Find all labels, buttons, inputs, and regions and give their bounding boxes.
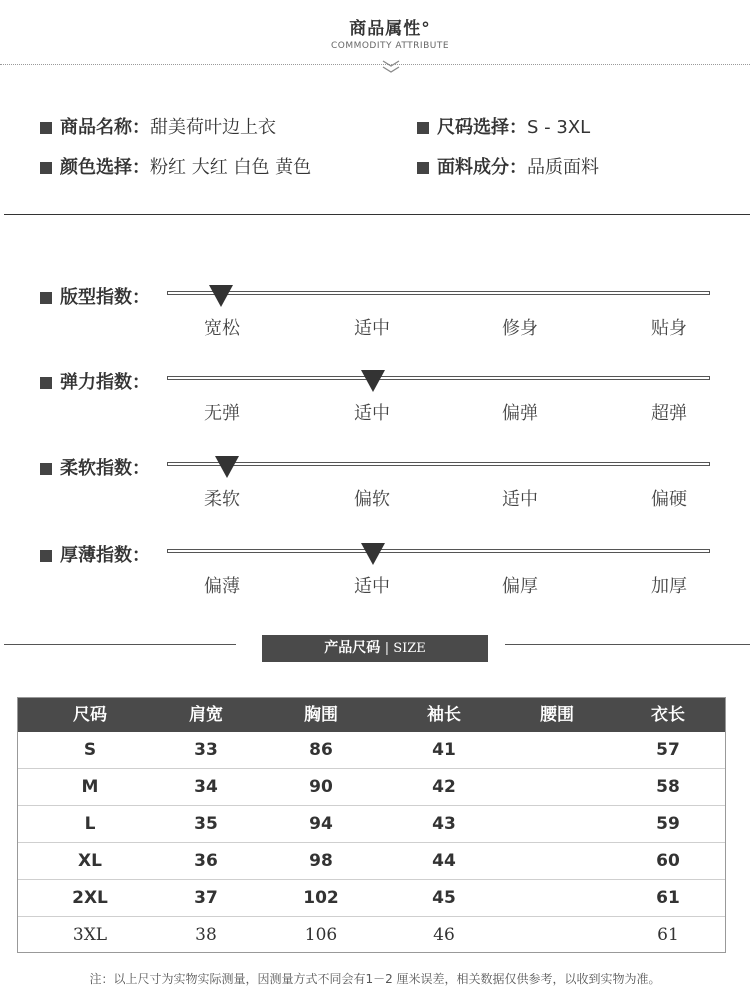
- bullet-square-icon: [40, 292, 52, 304]
- table-row: [18, 732, 725, 769]
- index-option: 偏软: [354, 489, 390, 510]
- index-option: 适中: [502, 489, 538, 510]
- bullet-square-icon: [40, 377, 52, 389]
- table-cell: 34: [194, 777, 218, 797]
- table-cell: 42: [432, 777, 456, 797]
- page-title: 商品属性°: [349, 19, 431, 39]
- table-header-cell: 腰围: [540, 705, 574, 725]
- attr-color: [40, 156, 311, 180]
- index-track: [167, 376, 710, 380]
- table-cell: M: [81, 777, 99, 797]
- table-row: [18, 917, 725, 954]
- attr-value: 甜美荷叶边上衣: [150, 117, 276, 138]
- attr-size: [417, 116, 590, 140]
- index-option: 偏薄: [204, 576, 240, 597]
- index-option: 加厚: [651, 576, 687, 597]
- size-banner-title: 产品尺码: [324, 640, 381, 656]
- attr-key: 面料成分：: [437, 157, 527, 178]
- index-option: 修身: [502, 318, 538, 339]
- table-header-cell: 胸围: [304, 705, 338, 725]
- index-option: 适中: [354, 403, 390, 424]
- table-cell: 43: [432, 814, 456, 834]
- table-cell: 37: [194, 888, 218, 908]
- index-label: [40, 371, 150, 395]
- table-cell: 57: [656, 740, 680, 760]
- table-cell: 58: [656, 777, 680, 797]
- index-marker-icon: [209, 285, 233, 307]
- index-option: 柔软: [204, 489, 240, 510]
- attr-key: 尺码选择：: [437, 117, 527, 138]
- table-cell: L: [84, 814, 96, 834]
- attr-product-name: [40, 116, 276, 140]
- index-marker-icon: [215, 456, 239, 478]
- index-marker-icon: [361, 370, 385, 392]
- table-cell: 61: [656, 888, 680, 908]
- table-cell: 2XL: [72, 888, 108, 908]
- attr-value: 品质面料: [527, 157, 599, 178]
- table-cell: 41: [432, 740, 456, 760]
- attr-value: 粉红 大红 白色 黄色: [150, 157, 312, 178]
- dotted-divider: [0, 64, 750, 65]
- table-cell: 60: [656, 851, 680, 871]
- table-cell: 98: [309, 851, 333, 871]
- table-cell: 33: [194, 740, 218, 760]
- index-option: 偏硬: [651, 489, 687, 510]
- page-subtitle: COMMODITY ATTRIBUTE: [330, 41, 450, 51]
- bullet-square-icon: [417, 122, 429, 134]
- index-option: 贴身: [651, 318, 687, 339]
- attr-key: 颜色选择：: [60, 157, 150, 178]
- banner-line-right: [505, 644, 750, 645]
- bullet-square-icon: [40, 463, 52, 475]
- index-option: 偏弹: [502, 403, 538, 424]
- footnote: 注：以上尺寸为实物实际测量，因测量方式不同会有1－2 厘米误差，相关数据仅供参考，以收到实物为准。: [89, 972, 661, 986]
- table-cell: 45: [432, 888, 456, 908]
- table-cell: 46: [433, 925, 455, 945]
- table-cell: 59: [656, 814, 680, 834]
- index-option: 偏厚: [502, 576, 538, 597]
- table-row: [18, 843, 725, 880]
- index-label: [40, 457, 150, 481]
- attr-key: 商品名称：: [60, 117, 150, 138]
- size-banner-en: | SIZE: [384, 641, 426, 656]
- attr-fabric: [417, 156, 599, 180]
- index-label-text: 柔软指数：: [60, 458, 150, 479]
- table-header-cell: 肩宽: [189, 705, 223, 725]
- bullet-square-icon: [417, 162, 429, 174]
- chevron-down-icon: [381, 60, 401, 74]
- index-track: [167, 462, 710, 466]
- index-marker-icon: [361, 543, 385, 565]
- index-label-text: 版型指数：: [60, 287, 150, 308]
- bullet-square-icon: [40, 550, 52, 562]
- table-cell: 106: [304, 925, 338, 945]
- table-cell: 102: [303, 888, 339, 908]
- index-option: 宽松: [204, 318, 240, 339]
- table-cell: XL: [78, 851, 102, 871]
- banner-line-left: [4, 644, 236, 645]
- index-option: 适中: [354, 318, 390, 339]
- table-cell: S: [83, 740, 97, 760]
- index-track: [167, 549, 710, 553]
- size-banner: [262, 635, 488, 662]
- table-cell: 90: [309, 777, 333, 797]
- table-row: [18, 769, 725, 806]
- table-cell: 36: [194, 851, 218, 871]
- size-table: [17, 697, 726, 953]
- index-label: [40, 544, 150, 568]
- table-cell: 94: [309, 814, 333, 834]
- table-header-cell: 尺码: [73, 705, 107, 725]
- table-row: [18, 806, 725, 843]
- index-label-text: 厚薄指数：: [60, 545, 150, 566]
- bullet-square-icon: [40, 122, 52, 134]
- table-header-cell: 袖长: [427, 705, 461, 725]
- index-label-text: 弹力指数：: [60, 372, 150, 393]
- table-cell: 61: [657, 925, 679, 945]
- table-cell: 35: [194, 814, 218, 834]
- size-table-header: [18, 698, 725, 732]
- section-divider: [4, 214, 750, 215]
- table-cell: 3XL: [72, 925, 108, 945]
- table-row: [18, 880, 725, 917]
- table-cell: 86: [309, 740, 333, 760]
- index-option: 适中: [354, 576, 390, 597]
- index-option: 超弹: [651, 403, 687, 424]
- table-cell: 38: [195, 925, 217, 945]
- index-label: [40, 286, 150, 310]
- table-cell: 44: [432, 851, 456, 871]
- index-option: 无弹: [204, 403, 240, 424]
- index-track: [167, 291, 710, 295]
- bullet-square-icon: [40, 162, 52, 174]
- attr-value: S - 3XL: [527, 117, 591, 138]
- table-header-cell: 衣长: [651, 705, 685, 725]
